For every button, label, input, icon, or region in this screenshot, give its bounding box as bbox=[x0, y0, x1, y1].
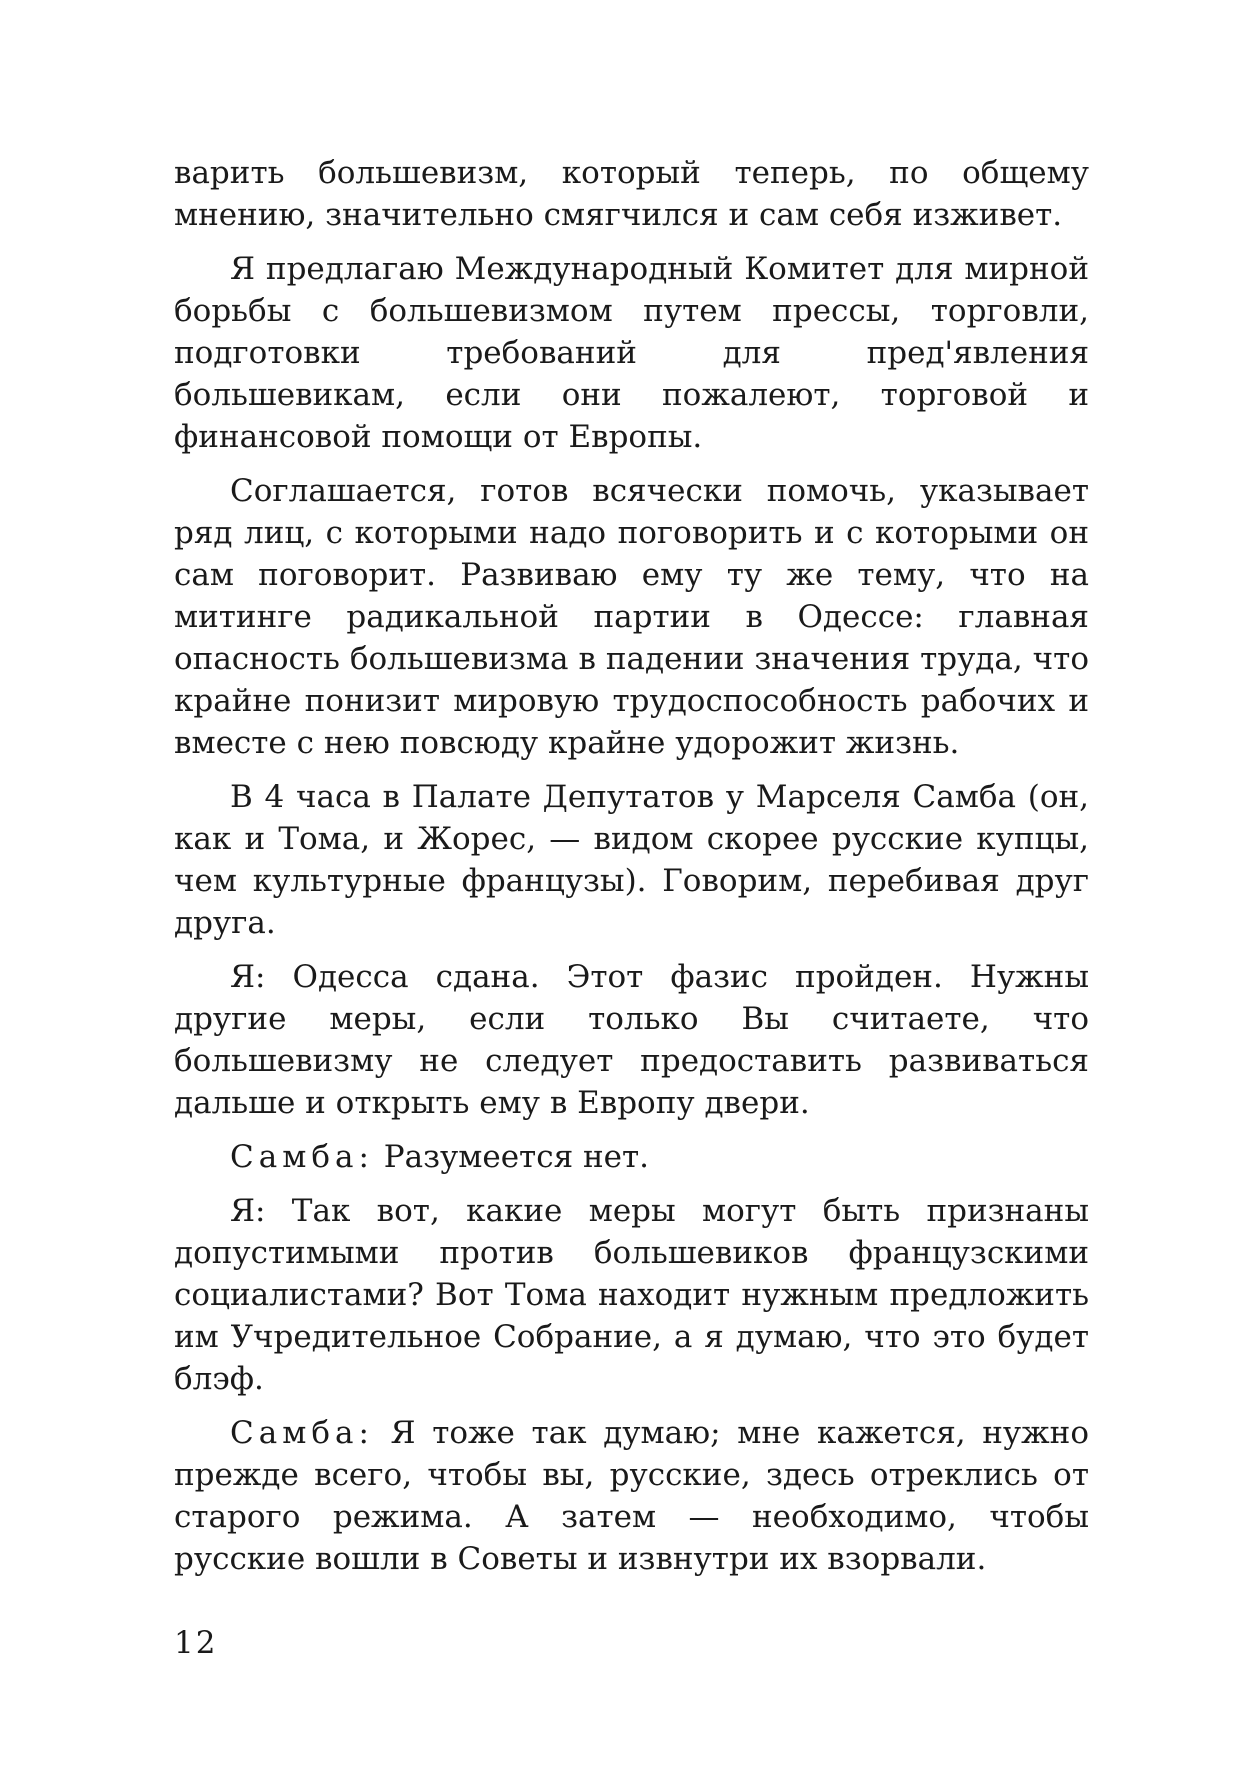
paragraph-text: варить большевизм, который теперь, по общему мнению, значительно смягчился и сам себя изживет. bbox=[174, 155, 1089, 233]
paragraph bbox=[174, 248, 1089, 458]
paragraph-text: Я предлагаю Международный Комитет для мирной борьбы с большевизмом путем прессы, торговли, подготовки требований для пред'явления большевикам, если они пожалеют, торговой и финансовой помощи от Европы. bbox=[174, 251, 1089, 455]
page-number: 12 bbox=[174, 1625, 218, 1661]
speaker-name: Самба: bbox=[230, 1139, 374, 1175]
paragraph-continuation bbox=[174, 152, 1089, 236]
paragraph-text: Я тоже так думаю; мне кажется, нужно прежде всего, чтобы вы, русские, здесь отреклись от старого режима. А затем — необходимо, чтобы русские вошли в Советы и извнутри их взорвали. bbox=[174, 1415, 1089, 1577]
page-body-text bbox=[174, 152, 1089, 1592]
paragraph-dialogue bbox=[174, 1412, 1089, 1580]
paragraph-text: Соглашается, готов всячески помочь, указывает ряд лиц, с которыми надо поговорить и с которыми он сам поговорит. Развиваю ему ту же тему, что на митинге радикальной партии в Одессе: главная опасность большевизма в падении значения труда, что крайне понизит мировую трудоспособность рабочих и вместе с нею повсюду крайне удорожит жизнь. bbox=[174, 473, 1089, 761]
paragraph bbox=[174, 776, 1089, 944]
paragraph-dialogue bbox=[174, 956, 1089, 1124]
paragraph-text: Я: Так вот, какие меры могут быть признаны допустимыми против большевиков французскими социалистами? Вот Тома находит нужным предложить им Учредительное Собрание, а я думаю, что это будет блэф. bbox=[174, 1193, 1089, 1397]
paragraph-dialogue bbox=[174, 1190, 1089, 1400]
paragraph bbox=[174, 470, 1089, 764]
paragraph-dialogue bbox=[174, 1136, 1089, 1178]
paragraph-text: Разумеется нет. bbox=[373, 1139, 649, 1175]
paragraph-text: Я: Одесса сдана. Этот фазис пройден. Нужны другие меры, если только Вы считаете, что большевизму не следует предоставить развиваться дальше и открыть ему в Европу двери. bbox=[174, 959, 1089, 1121]
paragraph-text: В 4 часа в Палате Депутатов у Марселя Самба (он, как и Тома, и Жорес, — видом скорее русские купцы, чем культурные французы). Говорим, перебивая друг друга. bbox=[174, 779, 1089, 941]
speaker-name: Самба: bbox=[230, 1415, 374, 1451]
